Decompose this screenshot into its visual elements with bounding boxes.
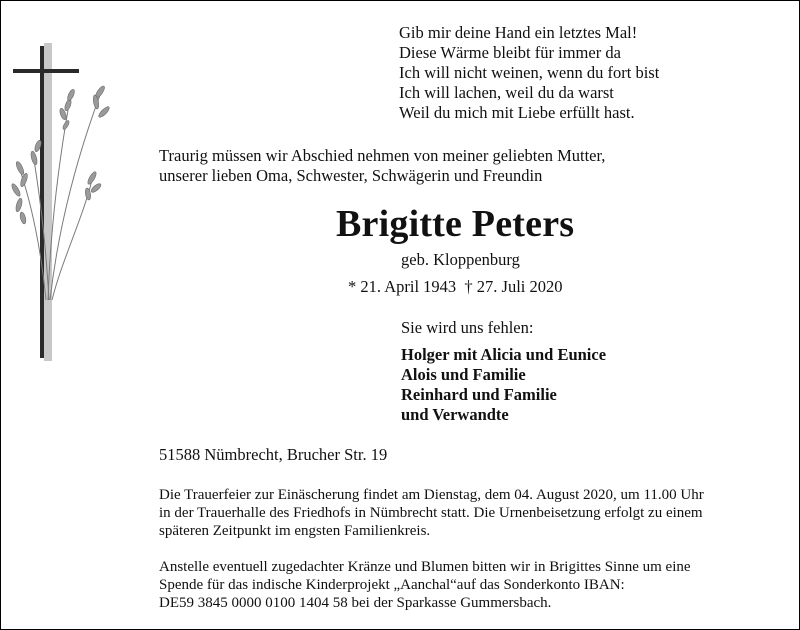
poem-line: Ich will nicht weinen, wenn du fort bist: [399, 63, 660, 82]
donation-line: DE59 3845 0000 0100 1404 58 bei der Sparkasse Gummersbach.: [159, 595, 552, 611]
birth-name: geb. Kloppenburg: [401, 250, 520, 269]
poem-line: Diese Wärme bleibt für immer da: [399, 43, 621, 62]
life-dates: * 21. April 1943 † 27. Juli 2020: [348, 277, 563, 296]
poem-line: Gib mir deine Hand ein letztes Mal!: [399, 23, 638, 42]
ceremony-line: späteren Zeitpunkt im engsten Familienkreis.: [159, 523, 431, 539]
mourner-name: Holger mit Alicia und Eunice: [401, 345, 607, 364]
ceremony-line: Die Trauerfeier zur Einäscherung findet am Dienstag, dem 04. August 2020, um 11.00 Uhr: [159, 487, 704, 503]
poem-line: Ich will lachen, weil du da warst: [399, 83, 614, 102]
intro-line: unserer lieben Oma, Schwester, Schwägerin und Freundin: [159, 166, 543, 185]
poem-line: Weil du mich mit Liebe erfüllt hast.: [399, 103, 635, 122]
mourners-intro: Sie wird uns fehlen:: [401, 318, 534, 337]
family-address: 51588 Nümbrecht, Brucher Str. 19: [159, 445, 388, 464]
mourner-name: Alois und Familie: [401, 365, 526, 384]
ceremony-line: in der Trauerhalle des Friedhofs in Nümbrecht statt. Die Urnenbeisetzung erfolgt zu einem: [159, 505, 703, 521]
mourner-name: Reinhard und Familie: [401, 385, 557, 404]
deceased-name: Brigitte Peters: [336, 203, 575, 245]
grey-bar: [44, 43, 52, 361]
wheat-icon: [10, 85, 110, 300]
donation-line: Anstelle eventuell zugedachter Kränze und Blumen bitten wir in Brigittes Sinne um eine: [159, 559, 691, 575]
mourner-name: und Verwandte: [401, 405, 509, 424]
intro-line: Traurig müssen wir Abschied nehmen von meiner geliebten Mutter,: [159, 146, 606, 165]
donation-line: Spende für das indische Kinderprojekt „Aanchal“auf das Sonderkonto IBAN:: [159, 577, 625, 593]
